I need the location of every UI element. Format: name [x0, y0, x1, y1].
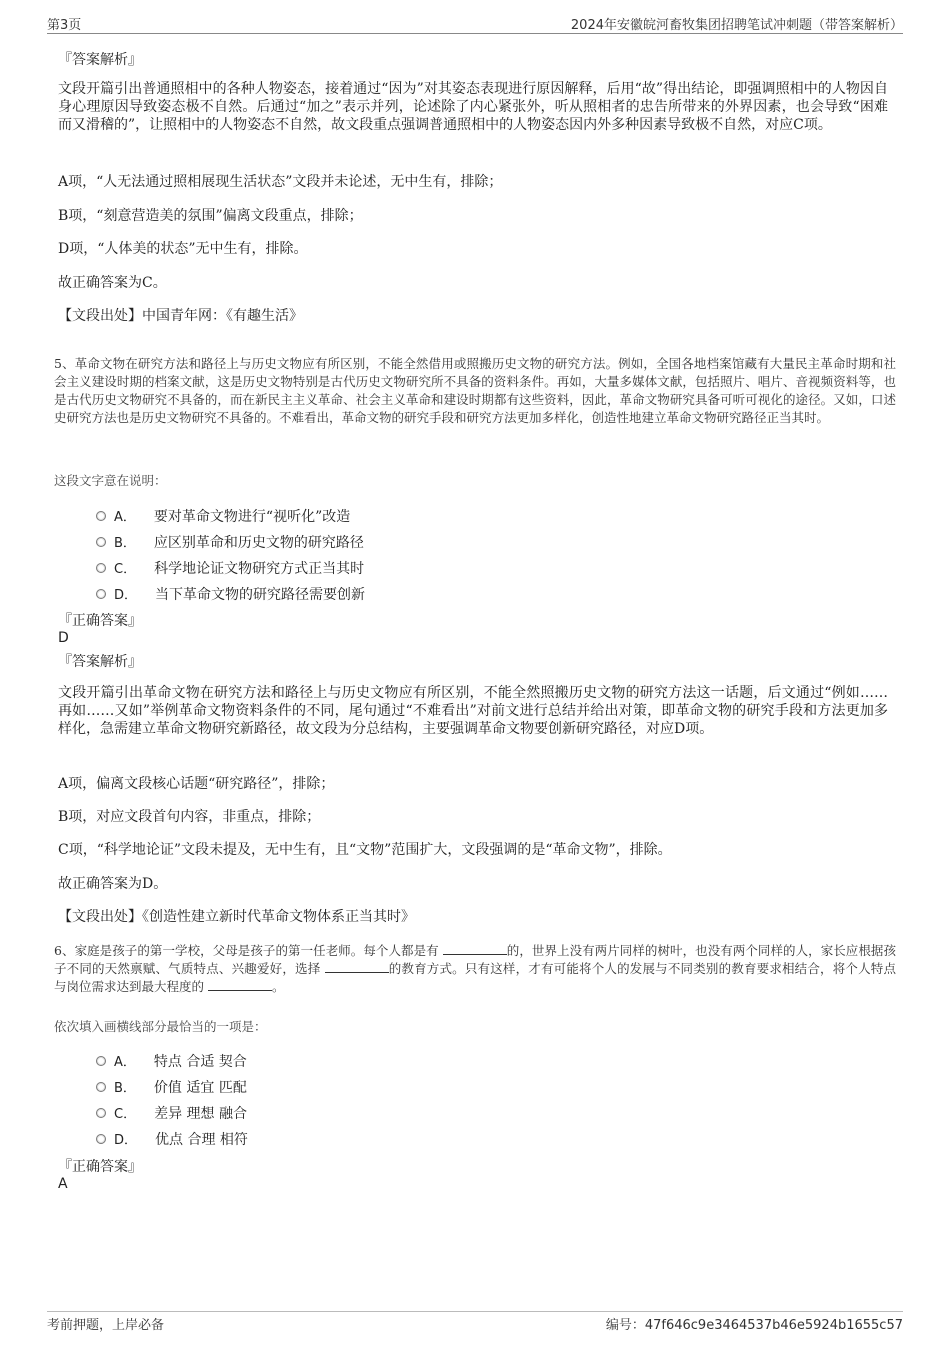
option-text: 优点 合理 相符 [155, 1132, 248, 1148]
option-letter: D． [114, 588, 138, 603]
fill-blank-1[interactable] [443, 942, 507, 955]
question-5-option-c[interactable] [96, 558, 364, 578]
fill-blank-2[interactable] [325, 960, 389, 973]
code-value: 47f646c9e3464537b46e5924b1655c57 [644, 1318, 903, 1333]
question-5-text: 5、革命文物在研究方法和路径上与历史文物应有所区别，不能全然借用或照搬历史文物的研究方法。例如，全国各地档案馆藏有大量民主革命时期和社会主义建设时期的档案文献，这是历史文物特别是古代历史文物研究所不具备的资料条件。再如，大量多媒体文献，包括照片、唱片、音视频资料等，也是古代历史文物研究不具备的，而在新民主主义革命、社会主义革命和建设时期都有这些资料，因此，革命文物研究具备可听可视化的途径。又如，口述史研究方法也是历史文物研究不具备的。不难看出，革命文物的研究手段和研究方法更加多样化，创造性地建立革命文物研究路径正当其时。 [54, 356, 896, 425]
question-6-part-1: 6、家庭是孩子的第一学校，父母是孩子的第一任老师。每个人都是有 [54, 943, 443, 958]
question-6-part-4: 。 [271, 979, 285, 994]
footer-slogan: 考前押题，上岸必备 [47, 1318, 165, 1333]
option-text: 差异 理想 融合 [154, 1106, 247, 1122]
option-letter: A． [114, 510, 136, 525]
page-number: 第3页 [47, 18, 82, 33]
radio-icon[interactable] [96, 511, 106, 521]
code-label: 编号： [605, 1318, 645, 1333]
option-letter: B． [114, 536, 136, 551]
option-letter: A． [114, 1055, 136, 1070]
radio-icon[interactable] [96, 1056, 106, 1066]
correct-answer-value: A [58, 1176, 68, 1192]
document-code [606, 1314, 903, 1333]
passage-source: 【文段出处】中国青年网：《有趣生活》 [58, 308, 303, 324]
analysis-paragraph: 文段开篇引出革命文物在研究方法和路径上与历史文物应有所区别，不能全然照搬历史文物的研究方法这一话题，后文通过“例如……再如……又如”举例革命文物资料条件的不同，尾句通过“不难看出”对前文进行总结并给出对策，即革命文物的研究手段和方法更加多样化，急需建立革命文物研究新路径，故文段为分总结构，主要强调革命文物要创新研究路径，对应D项。 [58, 685, 888, 737]
radio-icon[interactable] [96, 563, 106, 573]
question-6-option-a[interactable] [96, 1051, 247, 1071]
analysis-option-b: B项，对应文段首句内容，非重点，排除； [58, 809, 321, 825]
question-6-text [54, 942, 896, 996]
header-divider [47, 33, 903, 34]
question-5-prompt: 这段文字意在说明： [54, 473, 167, 488]
passage-source: 【文段出处】《创造性建立新时代革命文物体系正当其时》 [58, 909, 415, 925]
question-5-option-d[interactable] [96, 584, 365, 604]
option-text: 要对革命文物进行“视听化”改造 [153, 509, 351, 525]
question-6-prompt: 依次填入画横线部分最恰当的一项是： [54, 1019, 267, 1034]
question-6-option-d[interactable] [96, 1129, 248, 1149]
analysis-conclusion: 故正确答案为D。 [58, 876, 168, 892]
option-text: 当下革命文物的研究路径需要创新 [155, 587, 366, 603]
correct-answer-heading: 『正确答案』 [58, 613, 142, 629]
analysis-paragraph: 文段开篇引出普通照相中的各种人物姿态，接着通过“因为”对其姿态表现进行原因解释，后用“故”得出结论，即强调照相中的人物因自身心理原因导致姿态极不自然。后通过“加之”表示并列，论述除了内心紧张外，听从照相者的忠告所带来的外界因素，也会导致“困难而又滑稽的”，让照相中的人物姿态不自然，故文段重点强调普通照相中的人物姿态因内外多种因素导致极不自然，对应C项。 [58, 81, 888, 133]
option-text: 应区别革命和历史文物的研究路径 [153, 535, 364, 551]
question-6-part-3: 的教育方式。只有这样，才有可能将个人的发展与不同类别的教育要求相结合，将个人特点与岗位需求达到最大程度的 [54, 961, 896, 994]
radio-icon[interactable] [96, 589, 106, 599]
correct-answer-value: D [58, 630, 69, 646]
answer-analysis-heading: 『答案解析』 [58, 52, 142, 68]
answer-analysis-heading: 『答案解析』 [58, 654, 142, 670]
option-text: 价值 适宜 匹配 [153, 1080, 247, 1096]
option-text: 科学地论证文物研究方式正当其时 [154, 561, 365, 577]
fill-blank-3[interactable] [208, 978, 272, 991]
analysis-option-a: A项，“人无法通过照相展现生活状态”文段并未论述，无中生有，排除； [58, 174, 503, 190]
question-6-option-c[interactable] [96, 1103, 247, 1123]
document-title: 2024年安徽皖河畜牧集团招聘笔试冲刺题（带答案解析） [570, 18, 903, 33]
analysis-conclusion: 故正确答案为C。 [58, 275, 167, 291]
correct-answer-heading: 『正确答案』 [58, 1159, 142, 1175]
question-6-part-2: 的，世界上没有两片同样的树叶，也没有两个同样的人，家长应根据孩子不同的天然禀赋、气质特点、兴趣爱好，选择 [54, 943, 896, 976]
option-letter: B． [114, 1081, 136, 1096]
option-letter: C． [114, 1107, 137, 1122]
question-5-option-b[interactable] [96, 532, 364, 552]
radio-icon[interactable] [96, 1108, 106, 1118]
analysis-option-d: D项，“人体美的状态”无中生有，排除。 [58, 241, 308, 257]
footer-divider [47, 1311, 903, 1312]
question-6-option-b[interactable] [96, 1077, 247, 1097]
option-text: 特点 合适 契合 [153, 1054, 247, 1070]
radio-icon[interactable] [96, 1082, 106, 1092]
analysis-option-b: B项，“刻意营造美的氛围”偏离文段重点，排除； [58, 208, 363, 224]
option-letter: C． [114, 562, 137, 577]
analysis-option-c: C项，“科学地论证”文段未提及，无中生有，且“文物”范围扩大，文段强调的是“革命文物”，排除。 [58, 842, 672, 858]
question-5-option-a[interactable] [96, 506, 350, 526]
radio-icon[interactable] [96, 1134, 106, 1144]
analysis-option-a: A项，偏离文段核心话题“研究路径”，排除； [58, 776, 335, 792]
radio-icon[interactable] [96, 537, 106, 547]
option-letter: D． [114, 1133, 138, 1148]
